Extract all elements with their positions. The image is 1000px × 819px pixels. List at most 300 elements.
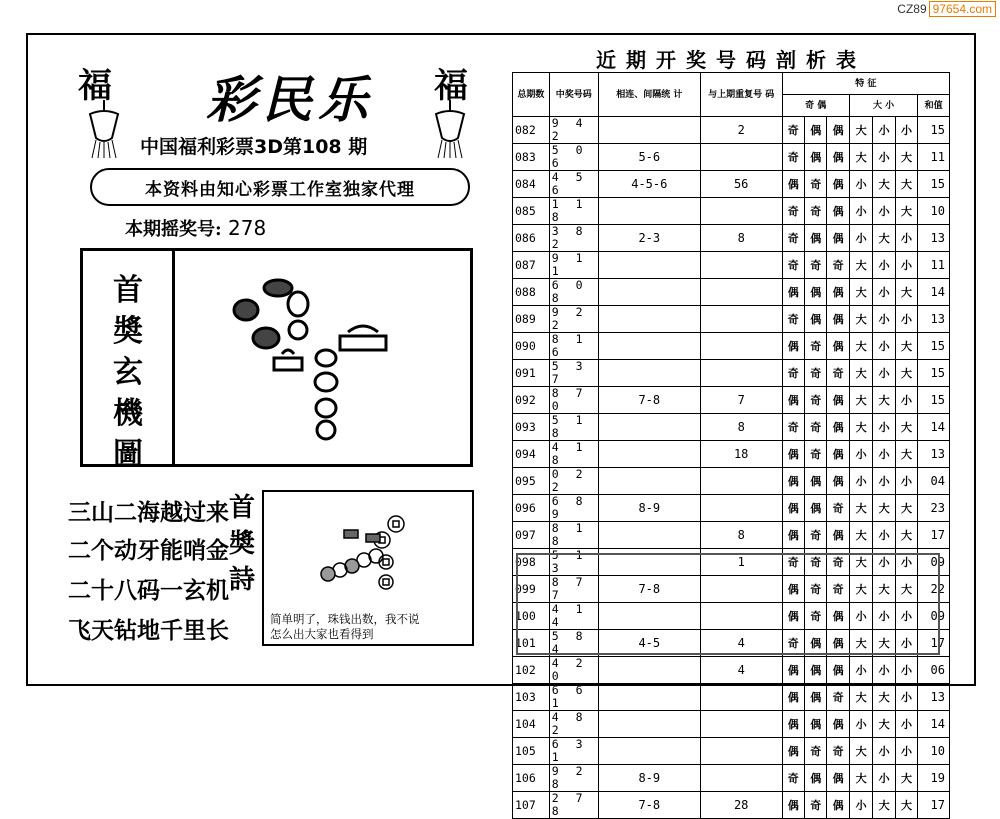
draw-label: 本期摇奖号: — [125, 219, 222, 240]
big-small-cell: 小 — [849, 441, 872, 468]
odd-even-cell: 偶 — [782, 387, 804, 414]
repeat-cell — [700, 684, 782, 711]
issue-cell: 085 — [513, 198, 550, 225]
big-small-cell: 小 — [849, 603, 872, 630]
first-prize-label: 首 奬 玄 機 圖 — [113, 273, 143, 472]
table-row — [513, 522, 950, 549]
big-small-cell: 大 — [895, 171, 917, 198]
big-small-cell: 小 — [895, 306, 917, 333]
sum-cell: 13 — [918, 441, 950, 468]
odd-even-cell: 偶 — [827, 657, 849, 684]
odd-even-cell: 偶 — [782, 657, 804, 684]
table-row — [513, 684, 950, 711]
repeat-cell: 28 — [700, 792, 782, 819]
big-small-cell: 大 — [873, 711, 895, 738]
related-cell — [598, 738, 700, 765]
number-cell: 6 8 9 — [549, 495, 598, 522]
odd-even-cell: 奇 — [827, 360, 849, 387]
odd-even-cell: 奇 — [782, 144, 804, 171]
repeat-cell — [700, 198, 782, 225]
related-cell — [598, 414, 700, 441]
odd-even-cell: 奇 — [804, 603, 826, 630]
number-cell: 8 1 6 — [549, 333, 598, 360]
analysis-table-body — [513, 117, 950, 819]
watermark-code: CZ89 — [897, 2, 927, 16]
related-cell — [598, 333, 700, 360]
odd-even-cell: 偶 — [827, 522, 849, 549]
number-cell: 8 7 7 — [549, 576, 598, 603]
repeat-cell: 8 — [700, 225, 782, 252]
paper-title: 彩民乐 — [206, 70, 374, 129]
odd-even-cell: 奇 — [804, 252, 826, 279]
odd-even-cell: 偶 — [827, 468, 849, 495]
big-small-cell: 大 — [849, 765, 872, 792]
odd-even-cell: 偶 — [827, 279, 849, 306]
odd-even-cell: 奇 — [827, 684, 849, 711]
big-small-cell: 小 — [895, 117, 917, 144]
poem-line-1: 三山二海越过来 — [68, 499, 229, 525]
odd-even-cell: 偶 — [827, 117, 849, 144]
number-cell: 6 3 1 — [549, 738, 598, 765]
sum-cell: 14 — [918, 279, 950, 306]
big-small-cell: 小 — [895, 711, 917, 738]
repeat-cell — [700, 360, 782, 387]
odd-even-cell: 奇 — [804, 441, 826, 468]
odd-even-cell: 偶 — [804, 684, 826, 711]
big-small-cell: 小 — [849, 198, 872, 225]
sum-cell: 13 — [918, 225, 950, 252]
big-small-cell: 小 — [873, 549, 895, 576]
repeat-cell: 18 — [700, 441, 782, 468]
big-small-cell: 小 — [873, 144, 895, 171]
issue-cell: 105 — [513, 738, 550, 765]
sum-cell: 15 — [918, 387, 950, 414]
header-number: 中奖号码 — [549, 73, 598, 117]
sum-cell: 15 — [918, 333, 950, 360]
header-related: 相连、间隔统 计 — [598, 73, 700, 117]
number-cell: 3 8 2 — [549, 225, 598, 252]
sum-cell: 09 — [918, 549, 950, 576]
issue-cell: 086 — [513, 225, 550, 252]
big-small-cell: 小 — [873, 765, 895, 792]
sum-cell: 14 — [918, 414, 950, 441]
poem-line-3: 二十八码一玄机 — [68, 577, 229, 603]
number-cell: 5 3 7 — [549, 360, 598, 387]
odd-even-cell: 偶 — [827, 306, 849, 333]
issue-cell: 106 — [513, 765, 550, 792]
number-cell: 2 7 8 — [549, 792, 598, 819]
table-row — [513, 765, 950, 792]
hint-coins-drawing — [304, 512, 434, 604]
related-cell: 7-8 — [598, 792, 700, 819]
watermark-site: 97654.com — [929, 1, 996, 17]
odd-even-cell: 奇 — [782, 117, 804, 144]
odd-even-cell: 偶 — [782, 576, 804, 603]
odd-even-cell: 奇 — [804, 171, 826, 198]
table-row — [513, 792, 950, 819]
big-small-cell: 大 — [895, 765, 917, 792]
related-cell — [598, 657, 700, 684]
hint-box — [262, 490, 474, 646]
big-small-cell: 小 — [873, 657, 895, 684]
issue-cell: 095 — [513, 468, 550, 495]
big-small-cell: 小 — [895, 225, 917, 252]
lantern-left-icon — [82, 98, 126, 160]
odd-even-cell: 偶 — [804, 144, 826, 171]
big-small-cell: 大 — [849, 495, 872, 522]
big-small-cell: 小 — [895, 738, 917, 765]
number-cell: 0 2 2 — [549, 468, 598, 495]
odd-even-cell: 偶 — [827, 711, 849, 738]
sum-cell: 11 — [918, 144, 950, 171]
big-small-cell: 小 — [873, 360, 895, 387]
sum-cell: 22 — [918, 576, 950, 603]
table-row — [513, 738, 950, 765]
repeat-cell: 1 — [700, 549, 782, 576]
odd-even-cell: 奇 — [782, 306, 804, 333]
big-small-cell: 小 — [849, 171, 872, 198]
related-cell: 7-8 — [598, 576, 700, 603]
table-row — [513, 117, 950, 144]
related-cell: 4-5 — [598, 630, 700, 657]
odd-even-cell: 奇 — [804, 198, 826, 225]
big-small-cell: 小 — [849, 225, 872, 252]
big-small-cell: 大 — [849, 630, 872, 657]
related-cell: 8-9 — [598, 765, 700, 792]
sum-cell: 15 — [918, 171, 950, 198]
number-cell: 8 1 8 — [549, 522, 598, 549]
prize-divider — [172, 248, 175, 467]
big-small-cell: 大 — [895, 144, 917, 171]
big-small-cell: 大 — [895, 360, 917, 387]
big-small-cell: 大 — [849, 252, 872, 279]
odd-even-cell: 奇 — [782, 360, 804, 387]
header-sum: 和值 — [918, 95, 950, 117]
repeat-cell — [700, 252, 782, 279]
odd-even-cell: 偶 — [827, 144, 849, 171]
hint-line-2: 怎么出大家也看得到 — [270, 627, 374, 641]
big-small-cell: 小 — [873, 522, 895, 549]
repeat-cell — [700, 279, 782, 306]
odd-even-cell: 偶 — [827, 171, 849, 198]
odd-even-cell: 偶 — [782, 333, 804, 360]
odd-even-cell: 奇 — [804, 387, 826, 414]
big-small-cell: 大 — [849, 522, 872, 549]
big-small-cell: 小 — [873, 333, 895, 360]
big-small-cell: 小 — [849, 792, 872, 819]
issue-cell: 100 — [513, 603, 550, 630]
big-small-cell: 大 — [895, 792, 917, 819]
related-cell: 5-6 — [598, 144, 700, 171]
issue-cell: 099 — [513, 576, 550, 603]
odd-even-cell: 偶 — [827, 225, 849, 252]
odd-even-cell: 偶 — [827, 603, 849, 630]
repeat-cell — [700, 711, 782, 738]
related-cell: 7-8 — [598, 387, 700, 414]
odd-even-cell: 偶 — [782, 684, 804, 711]
odd-even-cell: 奇 — [827, 576, 849, 603]
table-row — [513, 711, 950, 738]
odd-even-cell: 奇 — [804, 576, 826, 603]
big-small-cell: 大 — [895, 522, 917, 549]
header-issue: 总期数 — [513, 73, 550, 117]
big-small-cell: 大 — [849, 279, 872, 306]
big-small-cell: 大 — [849, 360, 872, 387]
number-cell: 9 2 8 — [549, 765, 598, 792]
header-repeat: 与上期重复号 码 — [700, 73, 782, 117]
big-small-cell: 大 — [873, 495, 895, 522]
table-row — [513, 225, 950, 252]
prize-puzzle-drawing — [180, 258, 465, 458]
repeat-cell: 7 — [700, 387, 782, 414]
odd-even-cell: 偶 — [804, 306, 826, 333]
big-small-cell: 大 — [873, 387, 895, 414]
repeat-cell — [700, 495, 782, 522]
issue-cell: 089 — [513, 306, 550, 333]
issue-cell: 092 — [513, 387, 550, 414]
big-small-cell: 大 — [895, 279, 917, 306]
repeat-cell: 4 — [700, 657, 782, 684]
blank-box — [516, 553, 940, 655]
big-small-cell: 大 — [849, 576, 872, 603]
number-cell: 9 1 1 — [549, 252, 598, 279]
big-small-cell: 小 — [873, 738, 895, 765]
odd-even-cell: 奇 — [827, 495, 849, 522]
big-small-cell: 大 — [849, 684, 872, 711]
odd-even-cell: 偶 — [827, 792, 849, 819]
big-small-cell: 小 — [873, 279, 895, 306]
fu-left-char: 福 — [78, 66, 112, 106]
number-cell: 8 7 0 — [549, 387, 598, 414]
sum-cell: 14 — [918, 711, 950, 738]
big-small-cell: 大 — [849, 333, 872, 360]
big-small-cell: 大 — [849, 144, 872, 171]
issue-cell: 103 — [513, 684, 550, 711]
number-cell: 4 1 4 — [549, 603, 598, 630]
odd-even-cell: 偶 — [827, 333, 849, 360]
sum-cell: 13 — [918, 306, 950, 333]
sum-cell: 15 — [918, 117, 950, 144]
repeat-cell: 8 — [700, 414, 782, 441]
odd-even-cell: 偶 — [782, 738, 804, 765]
number-cell: 4 8 2 — [549, 711, 598, 738]
sum-cell: 10 — [918, 738, 950, 765]
poem-line-2: 二个动牙能哨金 — [68, 537, 229, 563]
odd-even-cell: 偶 — [782, 711, 804, 738]
odd-even-cell: 奇 — [782, 630, 804, 657]
big-small-cell: 小 — [873, 252, 895, 279]
odd-even-cell: 偶 — [804, 657, 826, 684]
table-row — [513, 252, 950, 279]
big-small-cell: 小 — [873, 468, 895, 495]
big-small-cell: 大 — [895, 441, 917, 468]
odd-even-cell: 偶 — [827, 387, 849, 414]
big-small-cell: 大 — [873, 225, 895, 252]
odd-even-cell: 偶 — [804, 117, 826, 144]
related-cell — [598, 198, 700, 225]
big-small-cell: 大 — [873, 684, 895, 711]
sum-cell: 04 — [918, 468, 950, 495]
sum-cell: 10 — [918, 198, 950, 225]
big-small-cell: 大 — [895, 333, 917, 360]
odd-even-cell: 奇 — [782, 225, 804, 252]
odd-even-cell: 奇 — [782, 198, 804, 225]
big-small-cell: 小 — [849, 468, 872, 495]
odd-even-cell: 奇 — [827, 738, 849, 765]
issue-cell: 102 — [513, 657, 550, 684]
number-cell: 4 2 0 — [549, 657, 598, 684]
big-small-cell: 小 — [849, 657, 872, 684]
issue-cell: 088 — [513, 279, 550, 306]
odd-even-cell: 偶 — [782, 468, 804, 495]
lantern-right-icon — [428, 98, 472, 160]
odd-even-cell: 偶 — [804, 711, 826, 738]
number-cell: 1 1 8 — [549, 198, 598, 225]
odd-even-cell: 偶 — [782, 792, 804, 819]
hint-text — [270, 612, 470, 642]
odd-even-cell: 偶 — [804, 630, 826, 657]
big-small-cell: 小 — [873, 603, 895, 630]
odd-even-cell: 偶 — [827, 414, 849, 441]
big-small-cell: 小 — [873, 441, 895, 468]
related-cell — [598, 279, 700, 306]
sum-cell: 15 — [918, 360, 950, 387]
odd-even-cell: 偶 — [827, 630, 849, 657]
issue-cell: 101 — [513, 630, 550, 657]
draw-number-line — [125, 215, 266, 241]
issue-cell: 094 — [513, 441, 550, 468]
repeat-cell — [700, 333, 782, 360]
sum-cell: 17 — [918, 522, 950, 549]
repeat-cell: 56 — [700, 171, 782, 198]
big-small-cell: 大 — [849, 117, 872, 144]
agent-notice: 本资料由知心彩票工作室独家代理 — [90, 168, 470, 206]
table-row — [513, 657, 950, 684]
odd-even-cell: 偶 — [827, 198, 849, 225]
odd-even-cell: 奇 — [782, 252, 804, 279]
big-small-cell: 小 — [895, 657, 917, 684]
issue-cell: 096 — [513, 495, 550, 522]
issue-cell: 098 — [513, 549, 550, 576]
first-prize-poem-label: 首 奬 詩 — [228, 493, 255, 595]
issue-cell: 090 — [513, 333, 550, 360]
odd-even-cell: 偶 — [804, 279, 826, 306]
sum-cell: 17 — [918, 792, 950, 819]
related-cell: 4-5-6 — [598, 171, 700, 198]
odd-even-cell: 奇 — [782, 765, 804, 792]
big-small-cell: 小 — [895, 252, 917, 279]
related-cell: 2-3 — [598, 225, 700, 252]
odd-even-cell: 奇 — [804, 333, 826, 360]
odd-even-cell: 偶 — [782, 603, 804, 630]
table-row — [513, 306, 950, 333]
related-cell — [598, 441, 700, 468]
big-small-cell: 小 — [895, 387, 917, 414]
related-cell — [598, 252, 700, 279]
odd-even-cell: 奇 — [827, 549, 849, 576]
number-cell: 4 1 8 — [549, 441, 598, 468]
odd-even-cell: 奇 — [827, 252, 849, 279]
big-small-cell: 大 — [873, 171, 895, 198]
odd-even-cell: 偶 — [782, 522, 804, 549]
number-cell: 5 0 6 — [549, 144, 598, 171]
odd-even-cell: 偶 — [827, 441, 849, 468]
issue-cell: 107 — [513, 792, 550, 819]
big-small-cell: 大 — [873, 792, 895, 819]
big-small-cell: 小 — [849, 711, 872, 738]
big-small-cell: 大 — [895, 576, 917, 603]
big-small-cell: 大 — [849, 414, 872, 441]
big-small-cell: 大 — [849, 306, 872, 333]
header-big-small: 大 小 — [849, 95, 917, 117]
related-cell: 8-9 — [598, 495, 700, 522]
number-cell: 6 6 1 — [549, 684, 598, 711]
table-row — [513, 360, 950, 387]
table-row — [513, 468, 950, 495]
number-cell: 9 2 2 — [549, 306, 598, 333]
big-small-cell: 大 — [849, 549, 872, 576]
related-cell — [598, 711, 700, 738]
table-row — [513, 495, 950, 522]
issue-cell: 091 — [513, 360, 550, 387]
big-small-cell: 小 — [895, 468, 917, 495]
related-cell — [598, 522, 700, 549]
repeat-cell: 4 — [700, 630, 782, 657]
number-cell: 9 4 2 — [549, 117, 598, 144]
table-row — [513, 441, 950, 468]
big-small-cell: 大 — [895, 495, 917, 522]
number-cell: 5 8 4 — [549, 630, 598, 657]
repeat-cell — [700, 306, 782, 333]
sum-cell: 19 — [918, 765, 950, 792]
big-small-cell: 大 — [873, 576, 895, 603]
number-cell: 5 1 3 — [549, 549, 598, 576]
fu-right-char: 福 — [434, 66, 468, 106]
big-small-cell: 大 — [895, 414, 917, 441]
number-cell: 4 5 6 — [549, 171, 598, 198]
table-row — [513, 144, 950, 171]
poem-line-4: 飞天钻地千里长 — [68, 617, 229, 643]
table-row — [513, 198, 950, 225]
big-small-cell: 小 — [873, 306, 895, 333]
repeat-cell — [700, 765, 782, 792]
repeat-cell — [700, 738, 782, 765]
issue-cell: 082 — [513, 117, 550, 144]
big-small-cell: 大 — [849, 738, 872, 765]
issue-cell: 084 — [513, 171, 550, 198]
issue-cell: 093 — [513, 414, 550, 441]
big-small-cell: 大 — [873, 630, 895, 657]
related-cell — [598, 117, 700, 144]
sum-cell: 11 — [918, 252, 950, 279]
table-row — [513, 279, 950, 306]
odd-even-cell: 奇 — [804, 792, 826, 819]
draw-number: 278 — [228, 216, 267, 240]
big-small-cell: 小 — [873, 117, 895, 144]
big-small-cell: 小 — [895, 549, 917, 576]
table-row — [513, 414, 950, 441]
issue-cell: 097 — [513, 522, 550, 549]
hint-line-1: 简单明了，珠钱出数，我不说 — [270, 612, 420, 626]
big-small-cell: 小 — [895, 630, 917, 657]
odd-even-cell: 奇 — [804, 522, 826, 549]
header-odd-even: 奇 偶 — [782, 95, 849, 117]
site-watermark — [897, 2, 996, 16]
odd-even-cell: 偶 — [782, 171, 804, 198]
related-cell — [598, 360, 700, 387]
odd-even-cell: 奇 — [804, 549, 826, 576]
odd-even-cell: 偶 — [804, 225, 826, 252]
